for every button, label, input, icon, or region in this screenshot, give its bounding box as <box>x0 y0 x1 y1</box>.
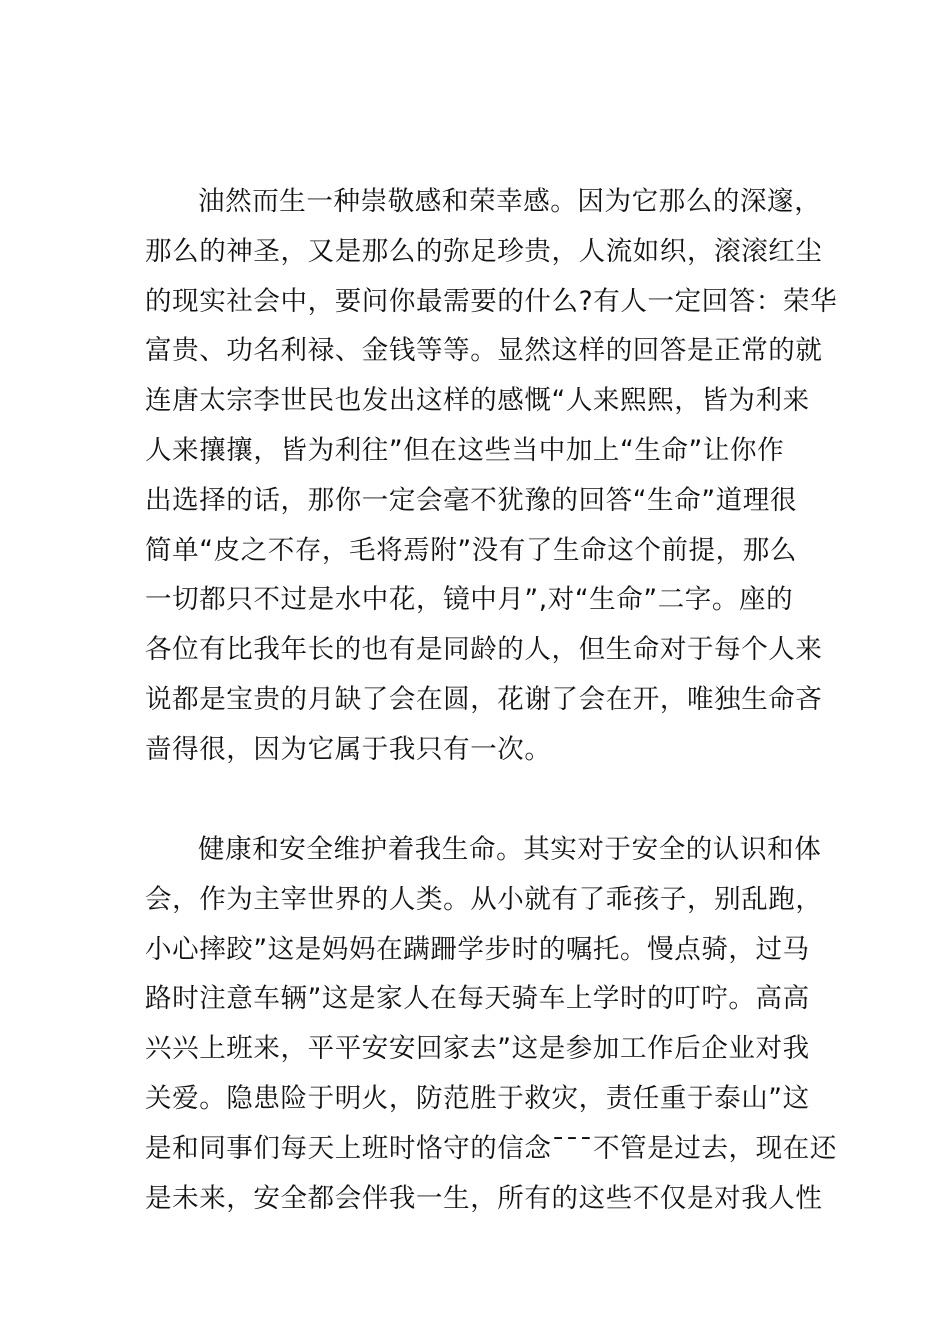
paragraph-safety <box>145 825 837 1223</box>
text-line: 各位有比我年长的也有是同龄的人，但生命对于每个人来 <box>145 634 823 666</box>
text-line: 人来攘攘，皆为利往”但在这些当中加上“生命”让你作 <box>145 434 785 466</box>
text-line: 健康和安全维护着我生命。其实对于安全的认识和体 <box>198 834 822 865</box>
text-line: 简单“皮之不存，毛将焉附”没有了生命这个前提，那么 <box>145 534 797 566</box>
paragraph-life <box>145 177 838 775</box>
text-line: 一切都只不过是水中花，镜中月”,对“生命”二字。座的 <box>145 584 794 616</box>
text-line: 那么的神圣，又是那么的弥足珍贵，人流如织，滚滚红尘 <box>145 235 823 267</box>
text-line: 兴兴上班来，平平安安回家去”这是参加工作后企业对我 <box>145 1033 810 1065</box>
text-line: 是和同事们每天上班时恪守的信念¯¯¯不管是过去，现在还 <box>145 1132 837 1164</box>
text-line: 油然而生一种崇敬感和荣幸感。因为它那么的深邃， <box>198 186 822 217</box>
text-line: 会，作为主宰世界的人类。从小就有了乖孩子，别乱跑， <box>145 883 823 915</box>
text-line: 是未来，安全都会伴我一生，所有的这些不仅是对我人性 <box>145 1182 823 1214</box>
text-line: 路时注意车辆”这是家人在每天骑车上学时的叮咛。高高 <box>145 983 810 1015</box>
text-line: 连唐太宗李世民也发出这样的感慨“人来熙熙，皆为利来 <box>145 385 810 417</box>
text-line: 出选择的话，那你一定会毫不犹豫的回答“生命”道理很 <box>145 484 797 516</box>
text-line: 说都是宝贵的月缺了会在圆，花谢了会在开，唯独生命吝 <box>145 683 823 715</box>
text-line: 关爱。隐患险于明火，防范胜于救灾，责任重于泰山”这 <box>145 1082 810 1114</box>
text-line: 富贵、功名利禄、金钱等等。显然这样的回答是正常的就 <box>145 335 823 367</box>
text-line: 啬得很，因为它属于我只有一次。 <box>145 733 552 765</box>
text-line: 小心摔跤”这是妈妈在蹒跚学步时的嘱托。慢点骑，过马 <box>145 933 810 965</box>
text-line: 的现实社会中，要问你最需要的什么?有人一定回答：荣华 <box>145 285 838 317</box>
